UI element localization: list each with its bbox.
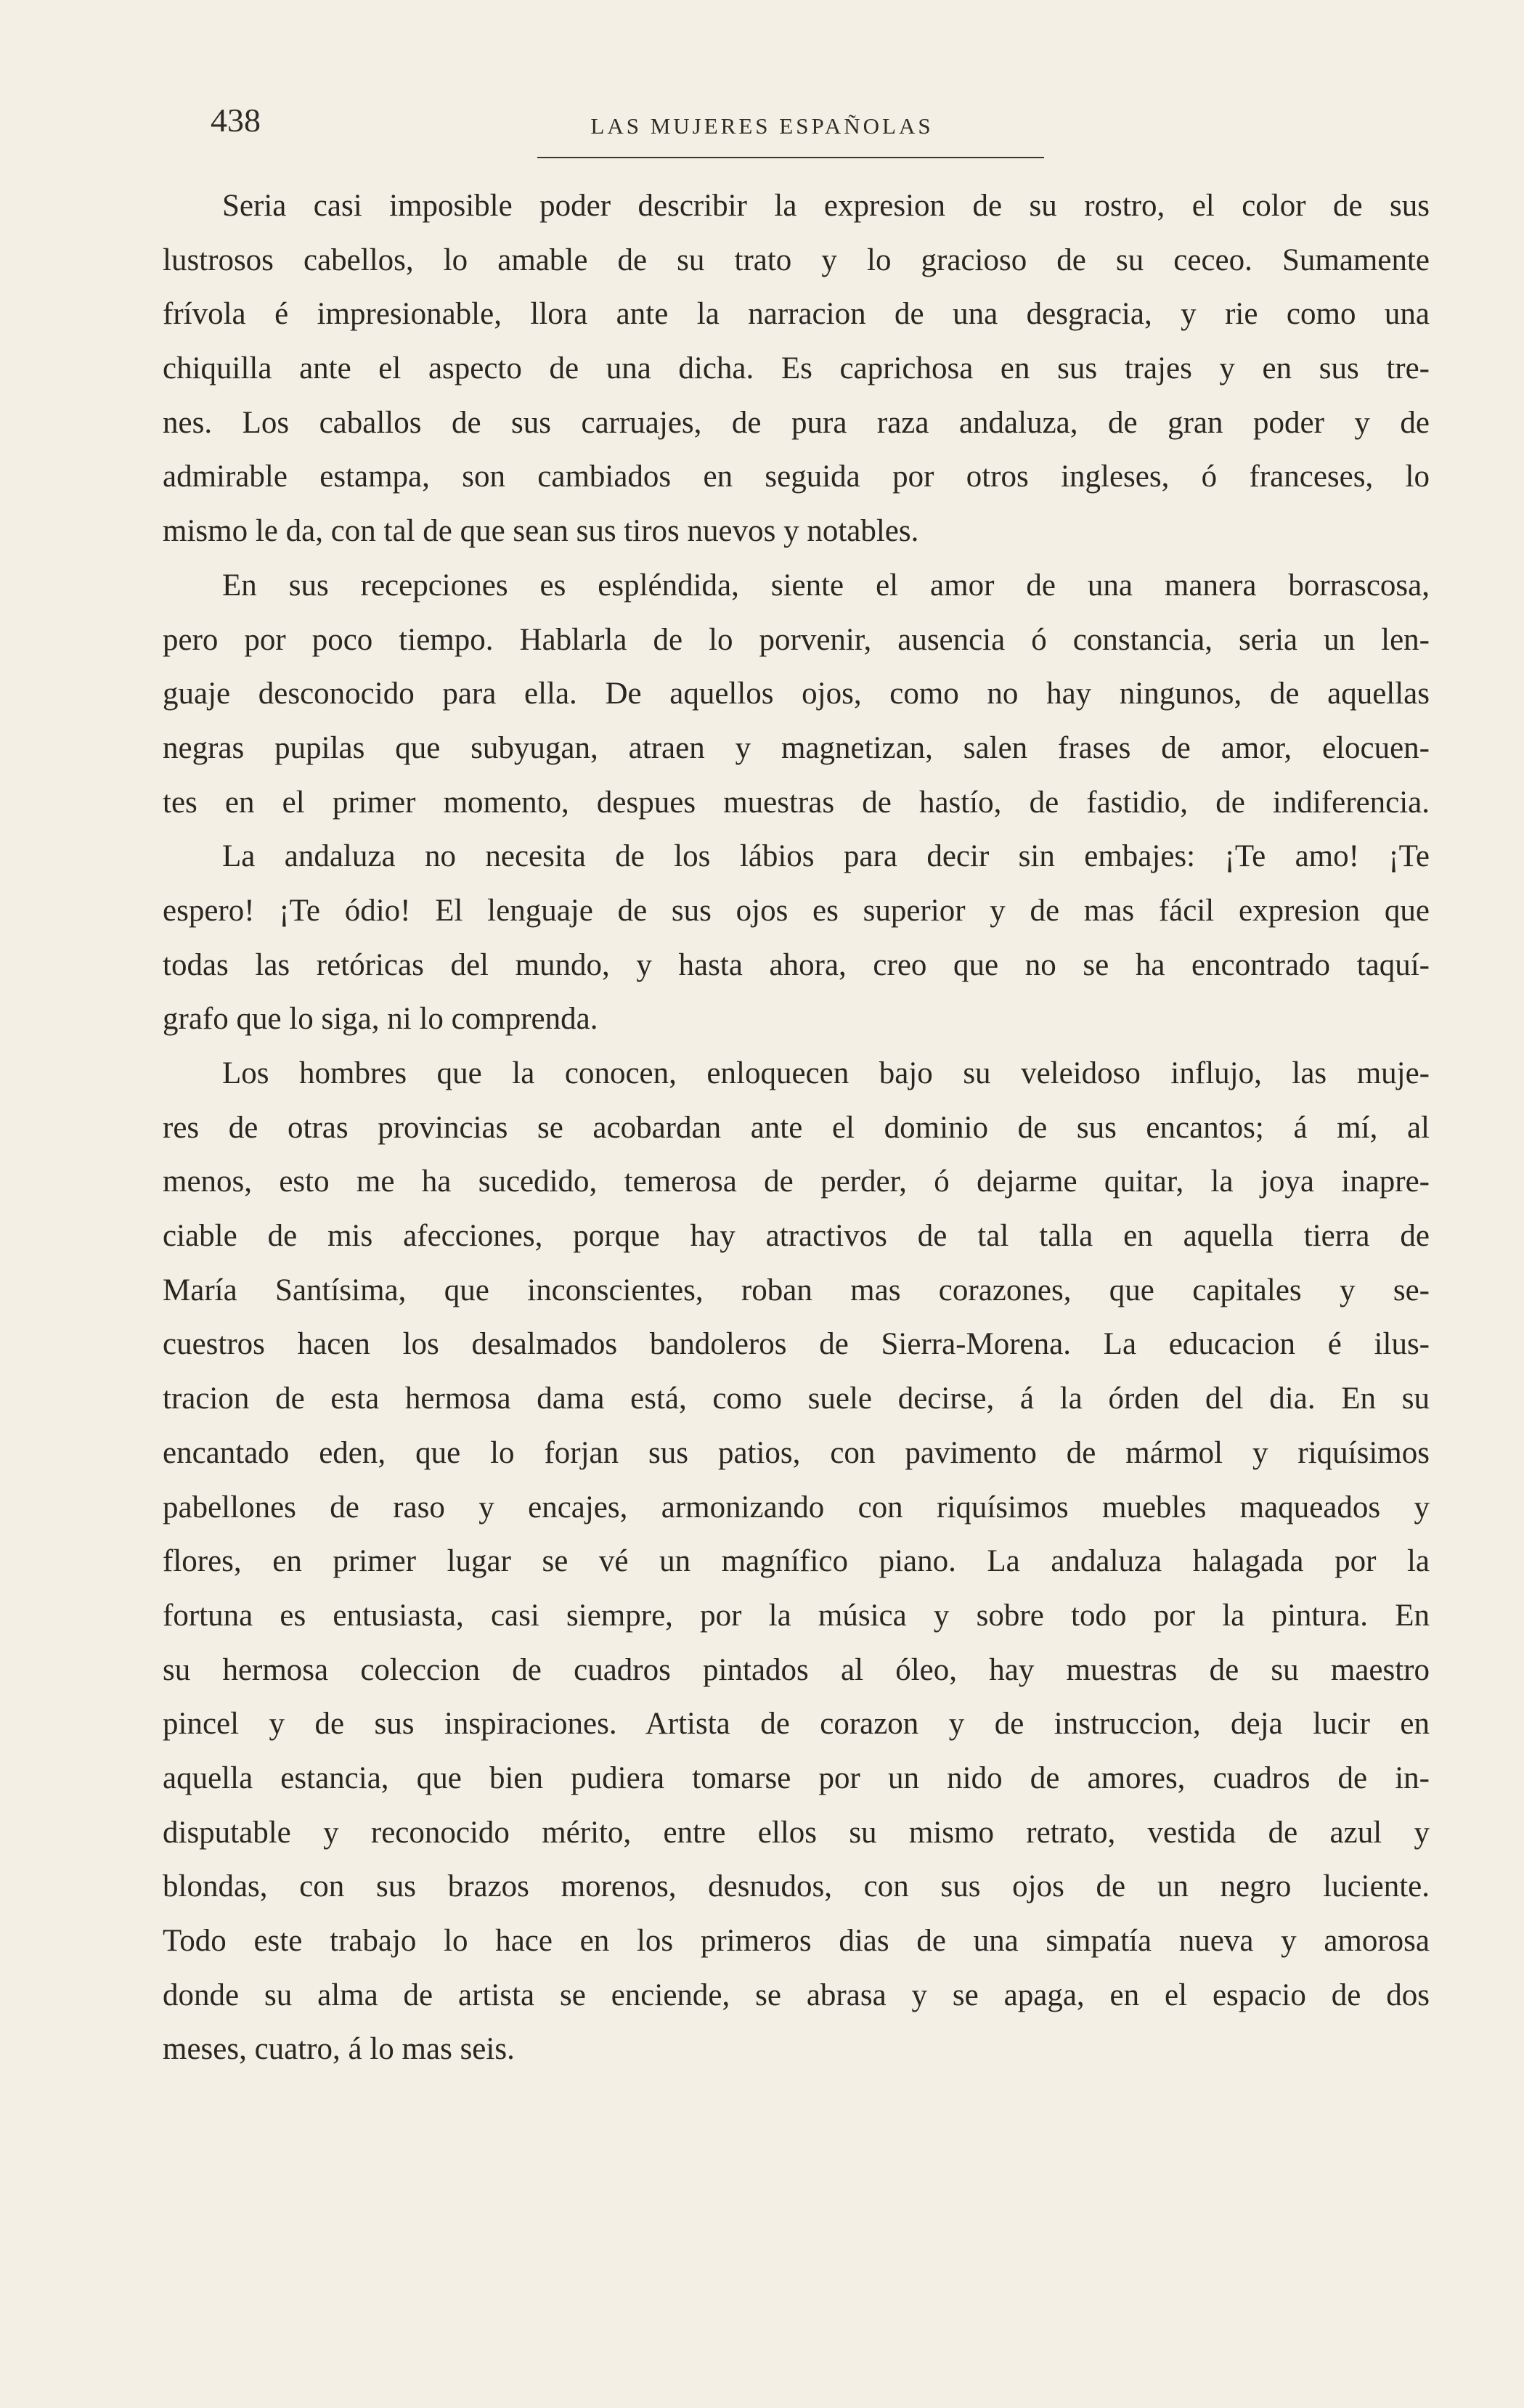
body-text <box>163 179 1430 2077</box>
text-line: tes en el primer momento, despues muestras de hastío, de fastidio, de indiferencia. <box>163 785 1430 820</box>
text-line: chiquilla ante el aspecto de una dicha. Es caprichosa en sus trajes y en sus tre- <box>163 351 1430 386</box>
text-line: pincel y de sus inspiraciones. Artista de corazon y de instruccion, deja lucir en <box>163 1707 1430 1742</box>
text-line: meses, cuatro, á lo mas seis. <box>163 2032 515 2067</box>
text-line: lustrosos cabellos, lo amable de su trato y lo gracioso de su ceceo. Sumamente <box>163 242 1430 277</box>
header-rule <box>537 157 1044 158</box>
text-line: La andaluza no necesita de los lábios para decir sin embajes: ¡Te amo! ¡Te <box>222 839 1430 874</box>
text-line: disputable y reconocido mérito, entre ellos su mismo retrato, vestida de azul y <box>163 1815 1430 1850</box>
text-line: encantado eden, que lo forjan sus patios, con pavimento de mármol y riquísimos <box>163 1435 1430 1470</box>
text-line: admirable estampa, son cambiados en seguida por otros ingleses, ó franceses, lo <box>163 460 1430 494</box>
text-line: aquella estancia, que bien pudiera tomarse por un nido de amores, cuadros de in- <box>163 1760 1430 1795</box>
text-line: Todo este trabajo lo hace en los primeros dias de una simpatía nueva y amorosa <box>163 1924 1430 1958</box>
text-line: grafo que lo siga, ni lo comprenda. <box>163 1002 598 1037</box>
text-line: fortuna es entusiasta, casi siempre, por la música y sobre todo por la pintura. En <box>163 1598 1430 1633</box>
text-line: flores, en primer lugar se vé un magnífico piano. La andaluza halagada por la <box>163 1544 1430 1579</box>
text-line: mismo le da, con tal de que sean sus tiros nuevos y notables. <box>163 514 919 549</box>
text-line: pero por poco tiempo. Hablarla de lo porvenir, ausencia ó constancia, seria un len- <box>163 622 1430 657</box>
text-line: En sus recepciones es espléndida, siente el amor de una manera borrascosa, <box>222 568 1430 603</box>
text-line: guaje desconocido para ella. De aquellos ojos, como no hay ningunos, de aquellas <box>163 677 1430 711</box>
text-line: cuestros hacen los desalmados bandoleros de Sierra-Morena. La educacion é ilus- <box>163 1327 1430 1362</box>
text-line: María Santísima, que inconscientes, roban mas corazones, que capitales y se- <box>163 1273 1430 1307</box>
text-line: blondas, con sus brazos morenos, desnudos, con sus ojos de un negro luciente. <box>163 1869 1430 1904</box>
text-line: espero! ¡Te ódio! El lenguaje de sus ojos es superior y de mas fácil expresion que <box>163 893 1430 928</box>
text-line: Los hombres que la conocen, enloquecen bajo su veleidoso influjo, las muje- <box>222 1056 1430 1090</box>
text-line: Seria casi imposible poder describir la expresion de su rostro, el color de sus <box>222 189 1430 223</box>
text-line: menos, esto me ha sucedido, temerosa de perder, ó dejarme quitar, la joya inapre- <box>163 1164 1430 1199</box>
text-line: todas las retóricas del mundo, y hasta ahora, creo que no se ha encontrado taquí- <box>163 947 1430 982</box>
text-line: ciable de mis afecciones, porque hay atractivos de tal talla en aquella tierra de <box>163 1219 1430 1254</box>
text-line: pabellones de raso y encajes, armonizando con riquísimos muebles maqueados y <box>163 1490 1430 1525</box>
text-line: su hermosa coleccion de cuadros pintados al óleo, hay muestras de su maestro <box>163 1652 1430 1687</box>
text-line: frívola é impresionable, llora ante la narracion de una desgracia, y rie como una <box>163 297 1430 332</box>
text-line: donde su alma de artista se enciende, se abrasa y se apaga, en el espacio de dos <box>163 1978 1430 2012</box>
text-line: tracion de esta hermosa dama está, como suele decirse, á la órden del dia. En su <box>163 1381 1430 1416</box>
page-number: 438 <box>211 102 261 139</box>
text-line: negras pupilas que subyugan, atraen y magnetizan, salen frases de amor, elocuen- <box>163 730 1430 765</box>
text-line: nes. Los caballos de sus carruajes, de pura raza andaluza, de gran poder y de <box>163 405 1430 440</box>
running-title: LAS MUJERES ESPAÑOLAS <box>590 113 934 139</box>
text-line: res de otras provincias se acobardan ante el dominio de sus encantos; á mí, al <box>163 1110 1430 1145</box>
